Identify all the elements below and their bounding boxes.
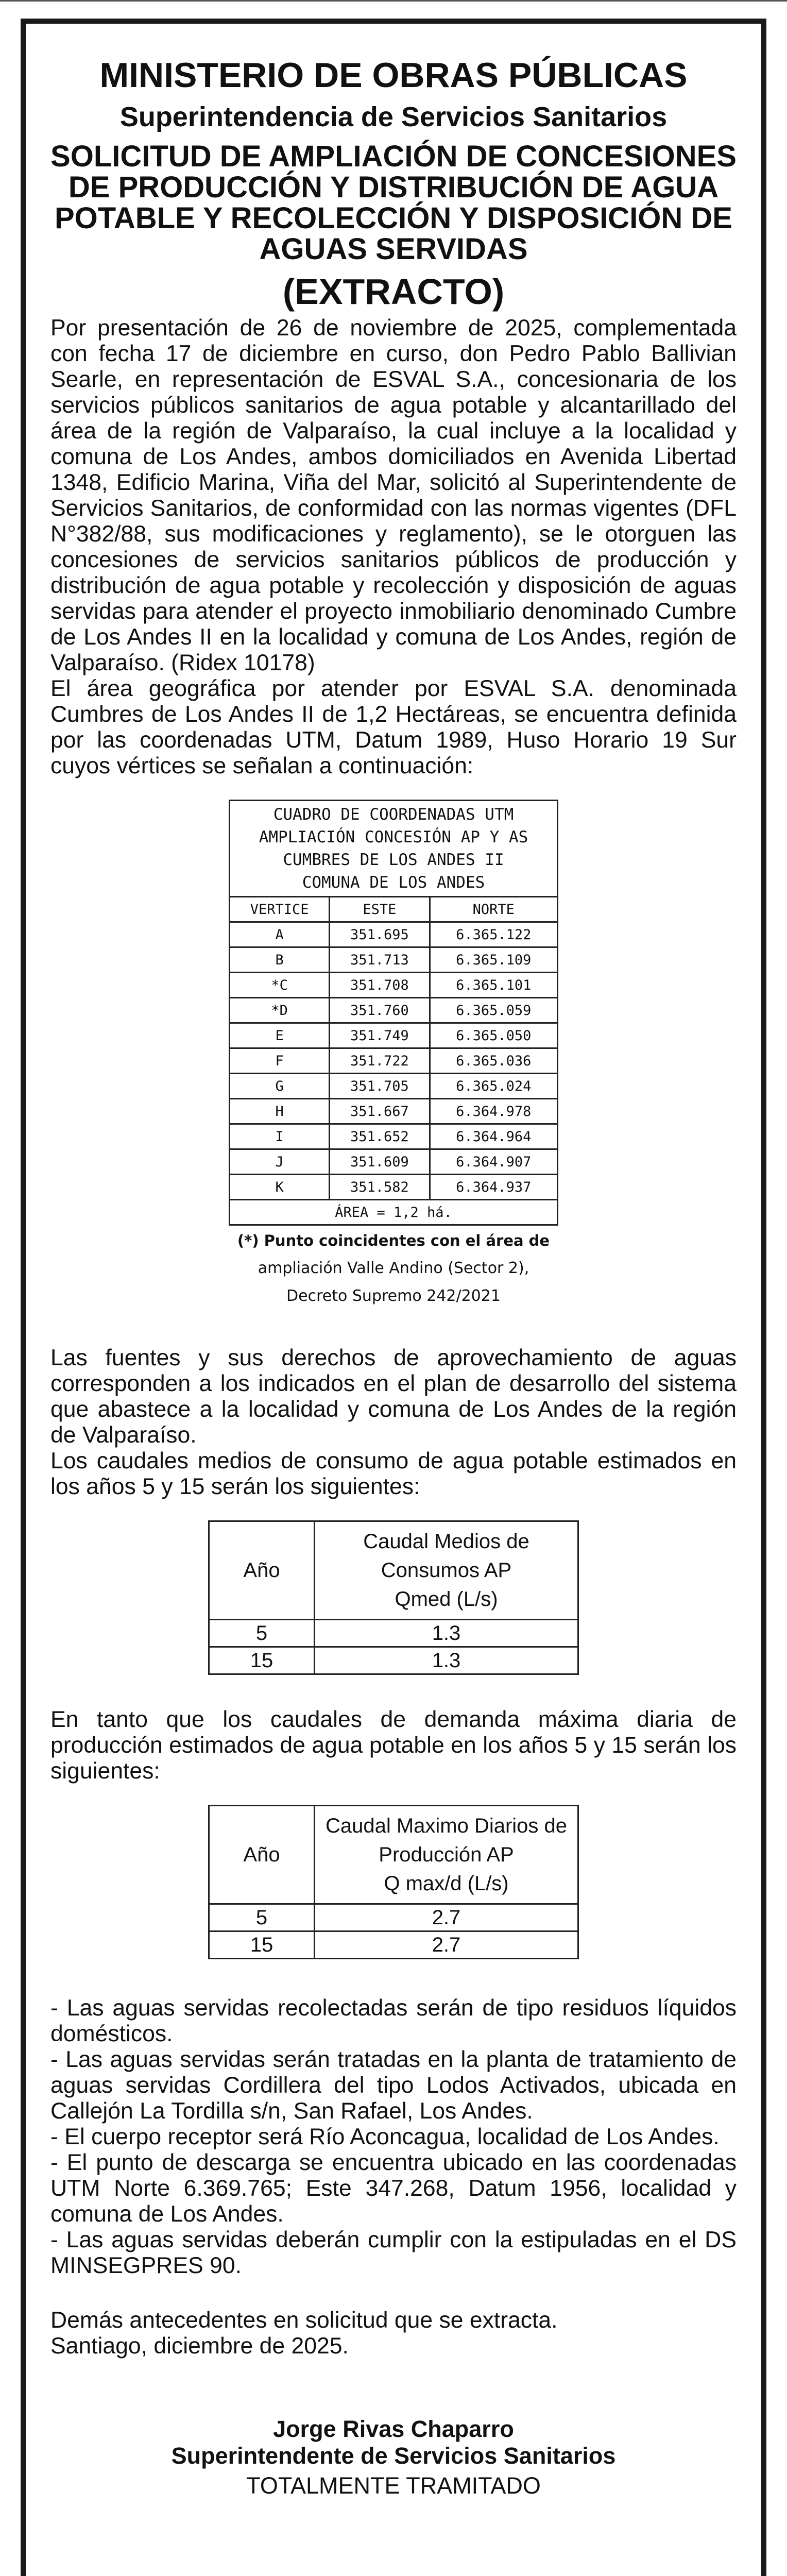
vertex-cell: A bbox=[230, 922, 330, 947]
east-cell: 351.708 bbox=[330, 973, 430, 998]
table-row bbox=[209, 1931, 578, 1959]
flow-cell: 2.7 bbox=[315, 1904, 578, 1931]
table-row bbox=[230, 998, 558, 1023]
north-cell: 6.364.978 bbox=[430, 1099, 557, 1124]
flow-header-line: Consumos AP bbox=[381, 1559, 512, 1582]
closing-line: Demás antecedentes en solicitud que se extracta. bbox=[50, 2308, 558, 2333]
north-cell: 6.364.964 bbox=[430, 1124, 557, 1149]
vertex-cell: G bbox=[230, 1074, 330, 1099]
east-cell: 351.582 bbox=[330, 1175, 430, 1200]
top-rule bbox=[0, 0, 787, 2]
coordinates-table bbox=[229, 800, 558, 1226]
east-cell: 351.713 bbox=[330, 947, 430, 973]
intro-paragraph: Por presentación de 26 de noviembre de 2025, complementada con fecha 17 de diciembre en curso, don Pedro Pablo Ballivian Searle, en representación de ESVAL S.A., concesionaria de los servicios públicos sanitarios de agua potable y alcantarillado del área de la región de Valparaíso, la cual incluye a la localidad y comuna de Los Andes, ambos domiciliados en Avenida Libertad 1348, Edificio Marina, Viña del Mar, solicitó al Superintendente de Servicios Sanitarios, de conformidad con las normas vigentes (DFL N°382/88, sus modificaciones y reglamento), se le otorguen las concesiones de servicios sanitarios públicos de producción y distribución de agua potable y recolección y disposición de aguas servidas para atender el proyecto inmobiliario denominado Cumbre de Los Andes II en la localidad y comuna de Los Andes, región de Valparaíso. (Ridex 10178) bbox=[50, 315, 737, 675]
coordinates-header-row bbox=[230, 897, 558, 922]
superintendence-heading: Superintendencia de Servicios Sanitarios bbox=[119, 101, 668, 132]
signatory-name: Jorge Rivas Chaparro bbox=[273, 2416, 514, 2442]
extract-label: (EXTRACTO) bbox=[282, 272, 505, 312]
spacer bbox=[50, 1959, 737, 1995]
east-cell: 351.609 bbox=[330, 1149, 430, 1175]
north-cell: 6.365.036 bbox=[430, 1048, 557, 1074]
flow-header-line: Caudal Maximo Diarios de bbox=[325, 1815, 568, 1837]
bullet-item: - Las aguas servidas deberán cumplir con la estipuladas en el DS MINSEGPRES 90. bbox=[50, 2227, 737, 2278]
table-row bbox=[230, 1099, 558, 1124]
average-flow-intro: Los caudales medios de consumo de agua potable estimados en los años 5 y 15 serán los siguientes: bbox=[50, 1448, 737, 1499]
east-cell: 351.749 bbox=[330, 1023, 430, 1048]
north-cell: 6.365.024 bbox=[430, 1074, 557, 1099]
caption-line: CUMBRES DE LOS ANDES II bbox=[283, 851, 504, 869]
spacer bbox=[50, 1309, 737, 1345]
area-paragraph: El área geográfica por atender por ESVAL S.A. denominada Cumbres de Los Andes II de 1,2 Hectáreas, se encuentra definida por las coordenadas UTM, Datum 1989, Huso Horario 19 Sur cuyos vértices se señalan a continuación: bbox=[50, 676, 737, 778]
date-line: Santiago, diciembre de 2025. bbox=[50, 2333, 349, 2359]
notice-title: SOLICITUD DE AMPLIACIÓN DE CONCESIONES DE PRODUCCIÓN Y DISTRIBUCIÓN DE AGUA POTABLE Y RECOLECCIÓN Y DISPOSICIÓN DE AGUAS SERVIDAS bbox=[50, 140, 737, 266]
year-cell: 15 bbox=[209, 1931, 315, 1959]
coordinates-caption bbox=[230, 801, 558, 897]
table-row bbox=[230, 947, 558, 973]
signatory-role: Superintendente de Servicios Sanitarios bbox=[171, 2443, 616, 2469]
caption-line: COMUNA DE LOS ANDES bbox=[302, 873, 485, 892]
area-row bbox=[230, 1200, 558, 1225]
flow-cell: 2.7 bbox=[315, 1931, 578, 1959]
column-header: ESTE bbox=[330, 897, 430, 922]
flow-header bbox=[315, 1806, 578, 1904]
east-cell: 351.760 bbox=[330, 998, 430, 1023]
north-cell: 6.364.937 bbox=[430, 1175, 557, 1200]
flow-cell: 1.3 bbox=[315, 1620, 578, 1647]
flow-header-line: Producción AP bbox=[379, 1843, 514, 1866]
vertex-cell: *C bbox=[230, 973, 330, 998]
vertex-cell: H bbox=[230, 1099, 330, 1124]
flow-header-line: Qmed (L/s) bbox=[395, 1588, 498, 1611]
caption-line: CUADRO DE COORDENADAS UTM bbox=[273, 805, 514, 824]
vertex-cell: F bbox=[230, 1048, 330, 1074]
notice-content bbox=[50, 55, 737, 2500]
caption-line: AMPLIACIÓN CONCESIÓN AP Y AS bbox=[259, 828, 528, 846]
bullet-item: - El cuerpo receptor será Río Aconcagua, localidad de Los Andes. bbox=[50, 2124, 720, 2149]
bullet-item: - Las aguas servidas serán tratadas en la planta de tratamiento de aguas servidas Cordillera del tipo Lodos Activados, ubicada en Callejón La Tordilla s/n, San Rafael, Los Andes. bbox=[50, 2047, 737, 2124]
status-text: TOTALMENTE TRAMITADO bbox=[246, 2472, 541, 2499]
flow-header-row bbox=[209, 1521, 578, 1620]
east-cell: 351.722 bbox=[330, 1048, 430, 1074]
table-row bbox=[209, 1647, 578, 1674]
year-cell: 5 bbox=[209, 1620, 315, 1647]
table-row bbox=[230, 1149, 558, 1175]
year-header: Año bbox=[209, 1521, 315, 1620]
east-cell: 351.667 bbox=[330, 1099, 430, 1124]
flow-header-line: Caudal Medios de bbox=[363, 1530, 529, 1553]
area-cell: ÁREA = 1,2 há. bbox=[230, 1200, 558, 1225]
year-header: Año bbox=[209, 1806, 315, 1904]
coordinates-footnote: ampliación Valle Andino (Sector 2), bbox=[258, 1259, 529, 1277]
east-cell: 351.705 bbox=[330, 1074, 430, 1099]
max-flow-intro: En tanto que los caudales de demanda máxima diaria de producción estimados de agua potable en los años 5 y 15 serán los siguientes: bbox=[50, 1707, 737, 1784]
spacer bbox=[50, 1675, 737, 1707]
signature-block bbox=[50, 2416, 737, 2500]
coordinates-table-block bbox=[229, 800, 558, 1309]
bullet-item: - Las aguas servidas recolectadas serán de tipo residuos líquidos domésticos. bbox=[50, 1995, 737, 2046]
flow-cell: 1.3 bbox=[315, 1647, 578, 1674]
table-row bbox=[230, 1124, 558, 1149]
vertex-cell: I bbox=[230, 1124, 330, 1149]
vertex-cell: *D bbox=[230, 998, 330, 1023]
table-row bbox=[230, 1048, 558, 1074]
table-row bbox=[230, 1074, 558, 1099]
north-cell: 6.365.122 bbox=[430, 922, 557, 947]
north-cell: 6.365.050 bbox=[430, 1023, 557, 1048]
year-cell: 5 bbox=[209, 1904, 315, 1931]
east-cell: 351.652 bbox=[330, 1124, 430, 1149]
east-cell: 351.695 bbox=[330, 922, 430, 947]
vertex-cell: E bbox=[230, 1023, 330, 1048]
average-flow-table bbox=[208, 1520, 579, 1675]
vertex-cell: B bbox=[230, 947, 330, 973]
north-cell: 6.365.109 bbox=[430, 947, 557, 973]
column-header: VERTICE bbox=[230, 897, 330, 922]
ministry-heading: MINISTERIO DE OBRAS PÚBLICAS bbox=[99, 56, 688, 95]
north-cell: 6.365.101 bbox=[430, 973, 557, 998]
vertex-cell: K bbox=[230, 1175, 330, 1200]
north-cell: 6.364.907 bbox=[430, 1149, 557, 1175]
flow-header-line: Q max/d (L/s) bbox=[384, 1872, 509, 1895]
coordinates-footnote: Decreto Supremo 242/2021 bbox=[286, 1287, 501, 1305]
water-sources-paragraph: Las fuentes y sus derechos de aprovechamiento de aguas corresponden a los indicados en el plan de desarrollo del sistema que abastece a la localidad y comuna de Los Andes de la región de Valparaíso. bbox=[50, 1345, 737, 1448]
table-row bbox=[230, 1175, 558, 1200]
table-row bbox=[230, 1023, 558, 1048]
bullet-item: - El punto de descarga se encuentra ubicado en las coordenadas UTM Norte 6.369.765; Este 347.268, Datum 1956, localidad y comuna de Los Andes. bbox=[50, 2150, 737, 2227]
spacer bbox=[50, 2279, 737, 2308]
table-row bbox=[209, 1620, 578, 1647]
notice-frame bbox=[21, 19, 766, 2576]
flow-header-row bbox=[209, 1806, 578, 1904]
flow-header bbox=[315, 1521, 578, 1620]
table-row bbox=[230, 922, 558, 947]
table-row bbox=[230, 973, 558, 998]
table-row bbox=[209, 1904, 578, 1931]
year-cell: 15 bbox=[209, 1647, 315, 1674]
column-header: NORTE bbox=[430, 897, 557, 922]
coordinates-footnote: (*) Punto coincidentes con el área de bbox=[237, 1232, 550, 1249]
vertex-cell: J bbox=[230, 1149, 330, 1175]
max-flow-table bbox=[208, 1805, 579, 1959]
north-cell: 6.365.059 bbox=[430, 998, 557, 1023]
